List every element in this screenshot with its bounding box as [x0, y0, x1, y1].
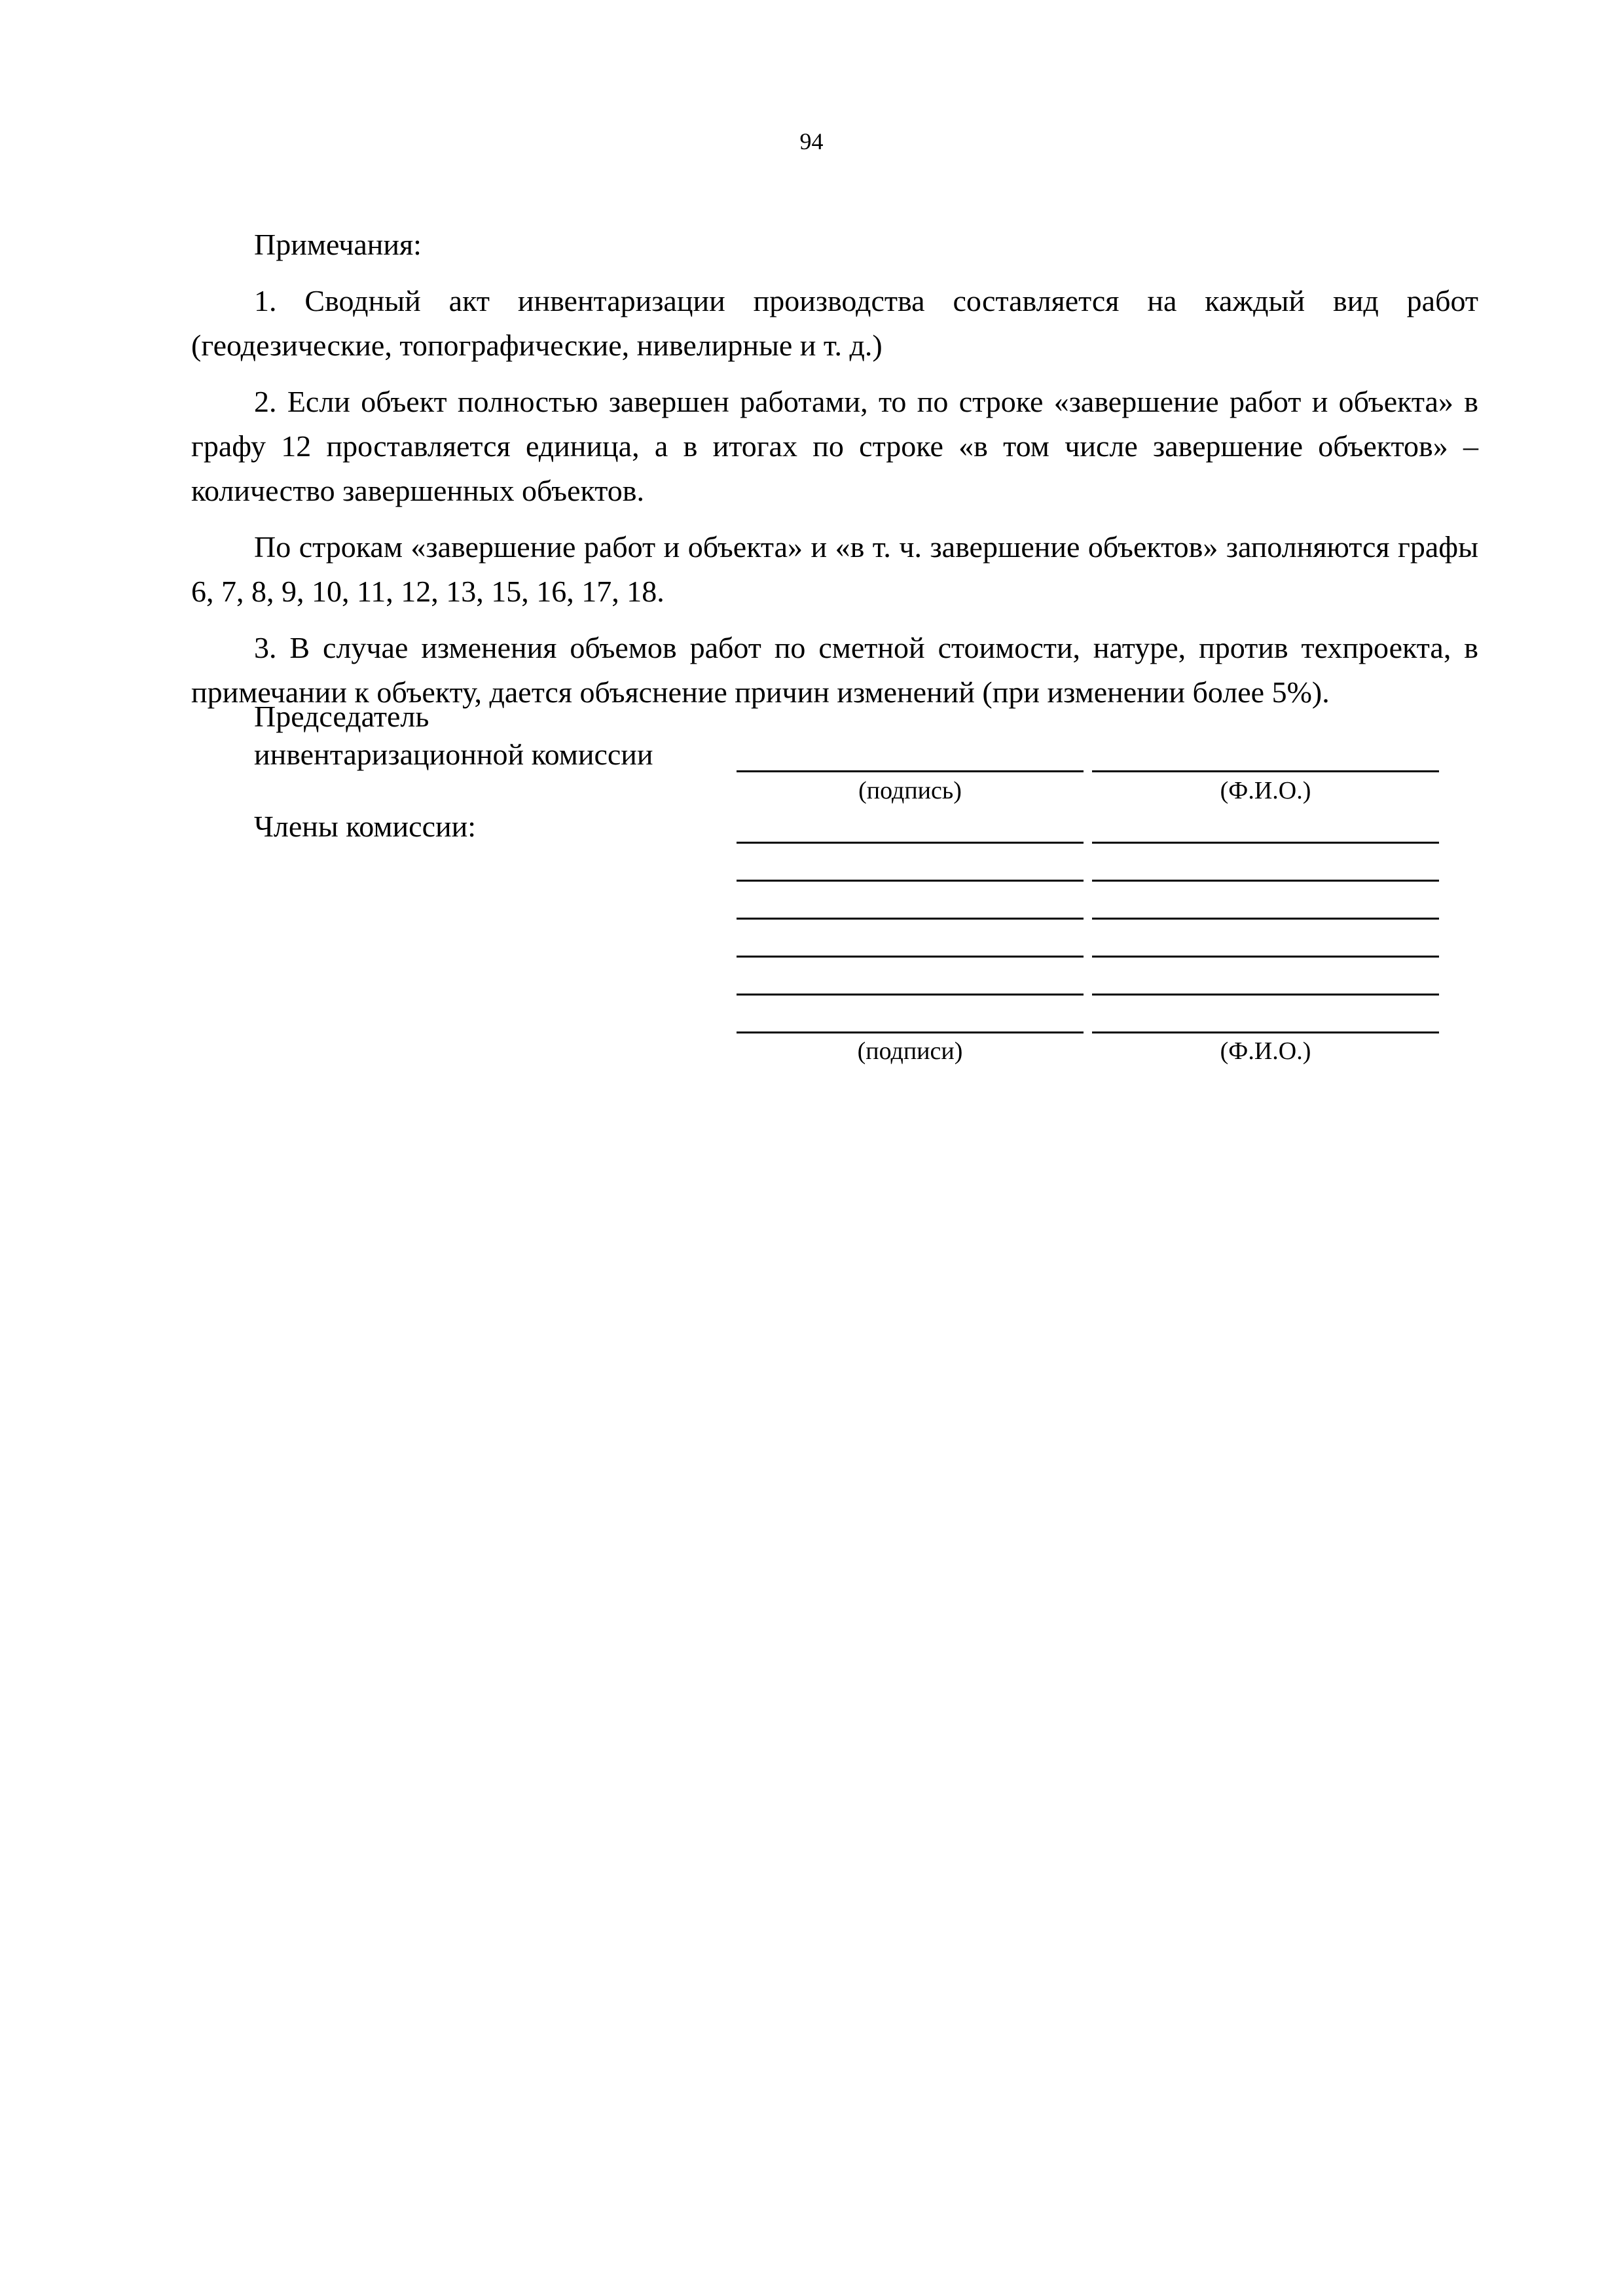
note-paragraph-3: 3. В случае изменения объемов работ по сметной стоимости, натуре, против техпроекта, в примечании к объекту, дается объяснение причин изменений (при изменении более 5%). [191, 631, 1478, 709]
chairman-label-line1: Председатель [254, 700, 429, 733]
member-signature-line [737, 1031, 1084, 1033]
member-name-line [1092, 842, 1439, 844]
notes-section [191, 223, 1478, 726]
member-signature-line [737, 918, 1084, 920]
member-signature-line [737, 994, 1084, 996]
note-paragraph-2: 2. Если объект полностью завершен работами, то по строке «завершение работ и объекта» в графу 12 проставляется единица, а в итогах по строке «в том числе завершение объектов» – количество завершенных объектов. [191, 385, 1478, 507]
chairman-name-line [1092, 770, 1439, 772]
note-paragraph-1: 1. Сводный акт инвентаризации производства составляется на каждый вид работ (геодезические, топографические, нивелирные и т. д.) [191, 284, 1478, 362]
member-name-line [1092, 1031, 1439, 1033]
member-signature-line [737, 880, 1084, 882]
member-name-line [1092, 956, 1439, 958]
member-name-line [1092, 880, 1439, 882]
page-number: 94 [799, 128, 824, 154]
members-signatures-caption: (подписи) [857, 1037, 963, 1065]
chairman-signature-caption: (подпись) [858, 777, 962, 804]
members-label: Члены комиссии: [254, 810, 477, 843]
members-names-caption: (Ф.И.О.) [1220, 1037, 1311, 1065]
chairman-signature-line [737, 770, 1084, 772]
chairman-label-line2: инвентаризационной комиссии [254, 738, 653, 771]
member-name-line [1092, 994, 1439, 996]
notes-heading: Примечания: [254, 228, 422, 261]
member-signature-line [737, 842, 1084, 844]
chairman-name-caption: (Ф.И.О.) [1220, 777, 1311, 804]
member-signature-line [737, 956, 1084, 958]
member-name-line [1092, 918, 1439, 920]
note-paragraph-2-continuation: По строкам «завершение работ и объекта» и «в т. ч. завершение объектов» заполняются графы 6, 7, 8, 9, 10, 11, 12, 13, 15, 16, 17, 18. [191, 530, 1478, 608]
